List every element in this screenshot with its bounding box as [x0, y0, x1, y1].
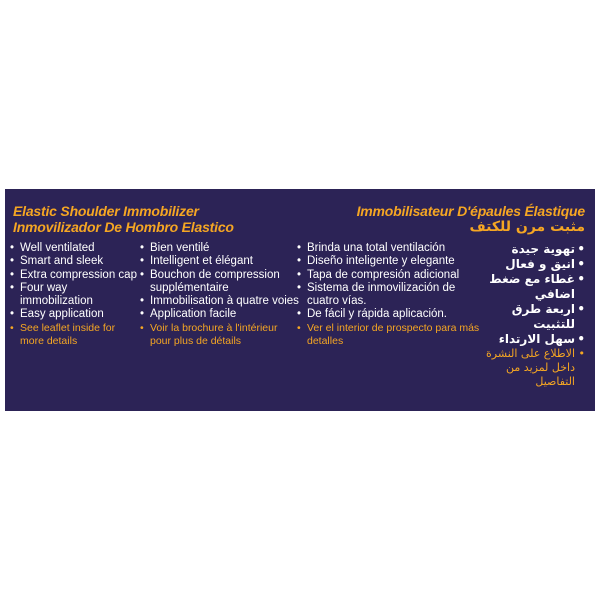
- leaflet-note: • See leaflet inside for more details: [10, 322, 140, 348]
- title-right: [357, 203, 585, 235]
- feature-item: • Tapa de compresión adicional: [297, 269, 482, 282]
- feature-item: • اربعة طرق للتثبيت: [473, 302, 585, 332]
- leaflet-note: • Voir la brochure à l'intérieur pour plus de détails: [140, 322, 300, 348]
- feature-item: • Extra compression cap: [10, 269, 140, 282]
- title-arabic: مثبت مرن للكتف: [469, 219, 585, 235]
- feature-item: • Well ventilated: [10, 242, 140, 255]
- feature-item: • Smart and sleek: [10, 255, 140, 268]
- feature-item: • De fácil y rápida aplicación.: [297, 308, 482, 321]
- feature-item: • غطاء مع ضغط اضافي: [473, 272, 585, 302]
- feature-item: • Brinda una total ventilación: [297, 242, 482, 255]
- product-label-panel: [5, 189, 595, 411]
- title-spanish: Inmovilizador De Hombro Elastico: [13, 219, 234, 235]
- feature-item: • سهل الارتداء: [473, 332, 585, 347]
- title-left: [13, 203, 234, 235]
- feature-item: • Diseño inteligente y elegante: [297, 255, 482, 268]
- feature-item: • Sistema de inmovilización de cuatro vías.: [297, 282, 482, 309]
- feature-item: • Four way immobilization: [10, 282, 140, 309]
- feature-item: • Bouchon de compression supplémentaire: [140, 269, 300, 296]
- features-english: [10, 242, 140, 348]
- leaflet-note: • الاطلاع على النشرة داخل لمزيد من التفاصيل: [473, 347, 585, 389]
- features-french: [140, 242, 300, 348]
- feature-item: • Application facile: [140, 308, 300, 321]
- features-arabic: [473, 242, 585, 389]
- feature-item: • Immobilisation à quatre voies: [140, 295, 300, 308]
- feature-item: • Easy application: [10, 308, 140, 321]
- feature-item: • Intelligent et élégant: [140, 255, 300, 268]
- title-english: Elastic Shoulder Immobilizer: [13, 203, 199, 219]
- feature-item: • Bien ventilé: [140, 242, 300, 255]
- features-spanish: [297, 242, 482, 348]
- title-french: Immobilisateur D'épaules Élastique: [356, 203, 585, 219]
- feature-item: • انيق و فعال: [473, 257, 585, 272]
- feature-item: • تهوية جيدة: [473, 242, 585, 257]
- leaflet-note: • Ver el interior de prospecto para más detalles: [297, 322, 482, 348]
